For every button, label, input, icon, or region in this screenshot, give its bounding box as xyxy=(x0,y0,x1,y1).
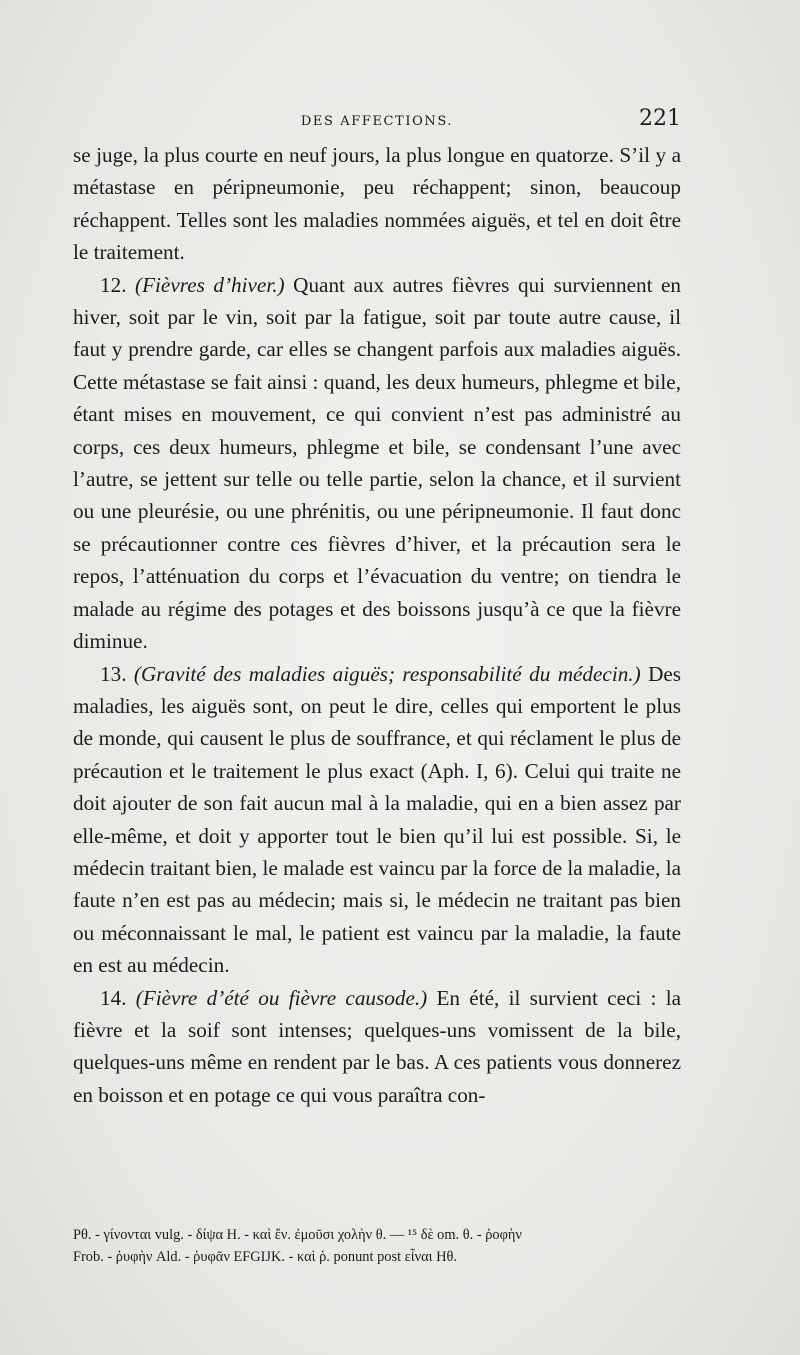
intro-paragraph: se juge, la plus courte en neuf jours, la plus longue en quatorze. S’il y a métastase en péripneumonie, peu réchappent; sinon, beaucoup réchappent. Telles sont les maladies nommées aiguës, et tel en doit être le traitement. xyxy=(73,143,681,265)
section-text: Quant aux autres fièvres qui surviennent en hiver, soit par le vin, soit par la fatigue, soit par toute autre cause, il faut y prendre garde, car elles se changent parfois aux maladies aiguës. Cette métastase se fait ainsi : quand, les deux humeurs, phlegme et bile, étant mises en mouvement, ce qui convient n’est pas administré au corps, ces deux humeurs, phlegme et bile, se condensant l’une avec l’autre, se jettent sur telle ou telle partie, selon la chance, et il survient ou une pleurésie, ou une phrénitis, ou une péripneumonie. Il faut donc se précautionner contre ces fièvres d’hiver, et la précaution sera le repos, l’atténuation du corps et l’évacuation du ventre; on tiendra le malade au régime des potages et des boissons jusqu’à ce que la fièvre diminue. xyxy=(73,272,682,654)
section-title: (Fièvre d’été ou fièvre causode.) xyxy=(135,985,428,1010)
section-number: 14. xyxy=(100,985,127,1010)
section-text: En été, il survient ceci : la fièvre et la soif sont intenses; quelques-uns vomissent de la bile, quelques-uns même en rendent par le bas. A ces patients vous donnerez en boisson et en potage ce qui vous paraîtra con- xyxy=(73,985,681,1107)
page-header xyxy=(73,106,681,138)
section-13-paragraph xyxy=(73,658,681,982)
section-title: (Gravité des maladies aiguës; responsabilité du médecin.) xyxy=(133,661,641,686)
section-12-paragraph xyxy=(73,269,681,658)
section-number: 13. xyxy=(100,661,127,686)
section-14-paragraph xyxy=(73,982,681,1112)
section-text: Des maladies, les aiguës sont, on peut le dire, celles qui emportent le plus de monde, qui causent le plus de souffrance, et qui réclament le plus de précaution et le traitement le plus exact (Aph. I, 6). Celui qui traite ne doit ajouter de son fait aucun mal à la maladie, qui en a bien assez par elle-même, et doit y apporter tout le bien qu’il lui est possible. Si, le médecin traitant bien, le malade est vaincu par la force de la maladie, la faute n’en est pas au médecin; mais si, le médecin ne traitant pas bien ou méconnaissant le mal, le patient est vaincu par la maladie, la faute en est au médecin. xyxy=(73,661,682,978)
section-title: (Fièvres d’hiver.) xyxy=(135,272,285,297)
footnotes xyxy=(73,1224,685,1268)
running-head: DES AFFECTIONS. xyxy=(300,114,454,129)
footnote-line: Frob. - ῥυφὴν Ald. - ῥυφᾶν EFGIJK. - καὶ ῥ. ponunt post εἶναι Hθ. xyxy=(73,1249,457,1265)
footnote-line: Pθ. - γίνονται vulg. - δίψα H. - καὶ ἔν. ἐμοῦσι χολὴν θ. — ¹⁵ δὲ om. θ. - ῥοφὴν xyxy=(73,1227,522,1243)
page-number: 221 xyxy=(639,106,681,131)
section-number: 12. xyxy=(100,272,127,297)
main-text xyxy=(73,139,681,1111)
